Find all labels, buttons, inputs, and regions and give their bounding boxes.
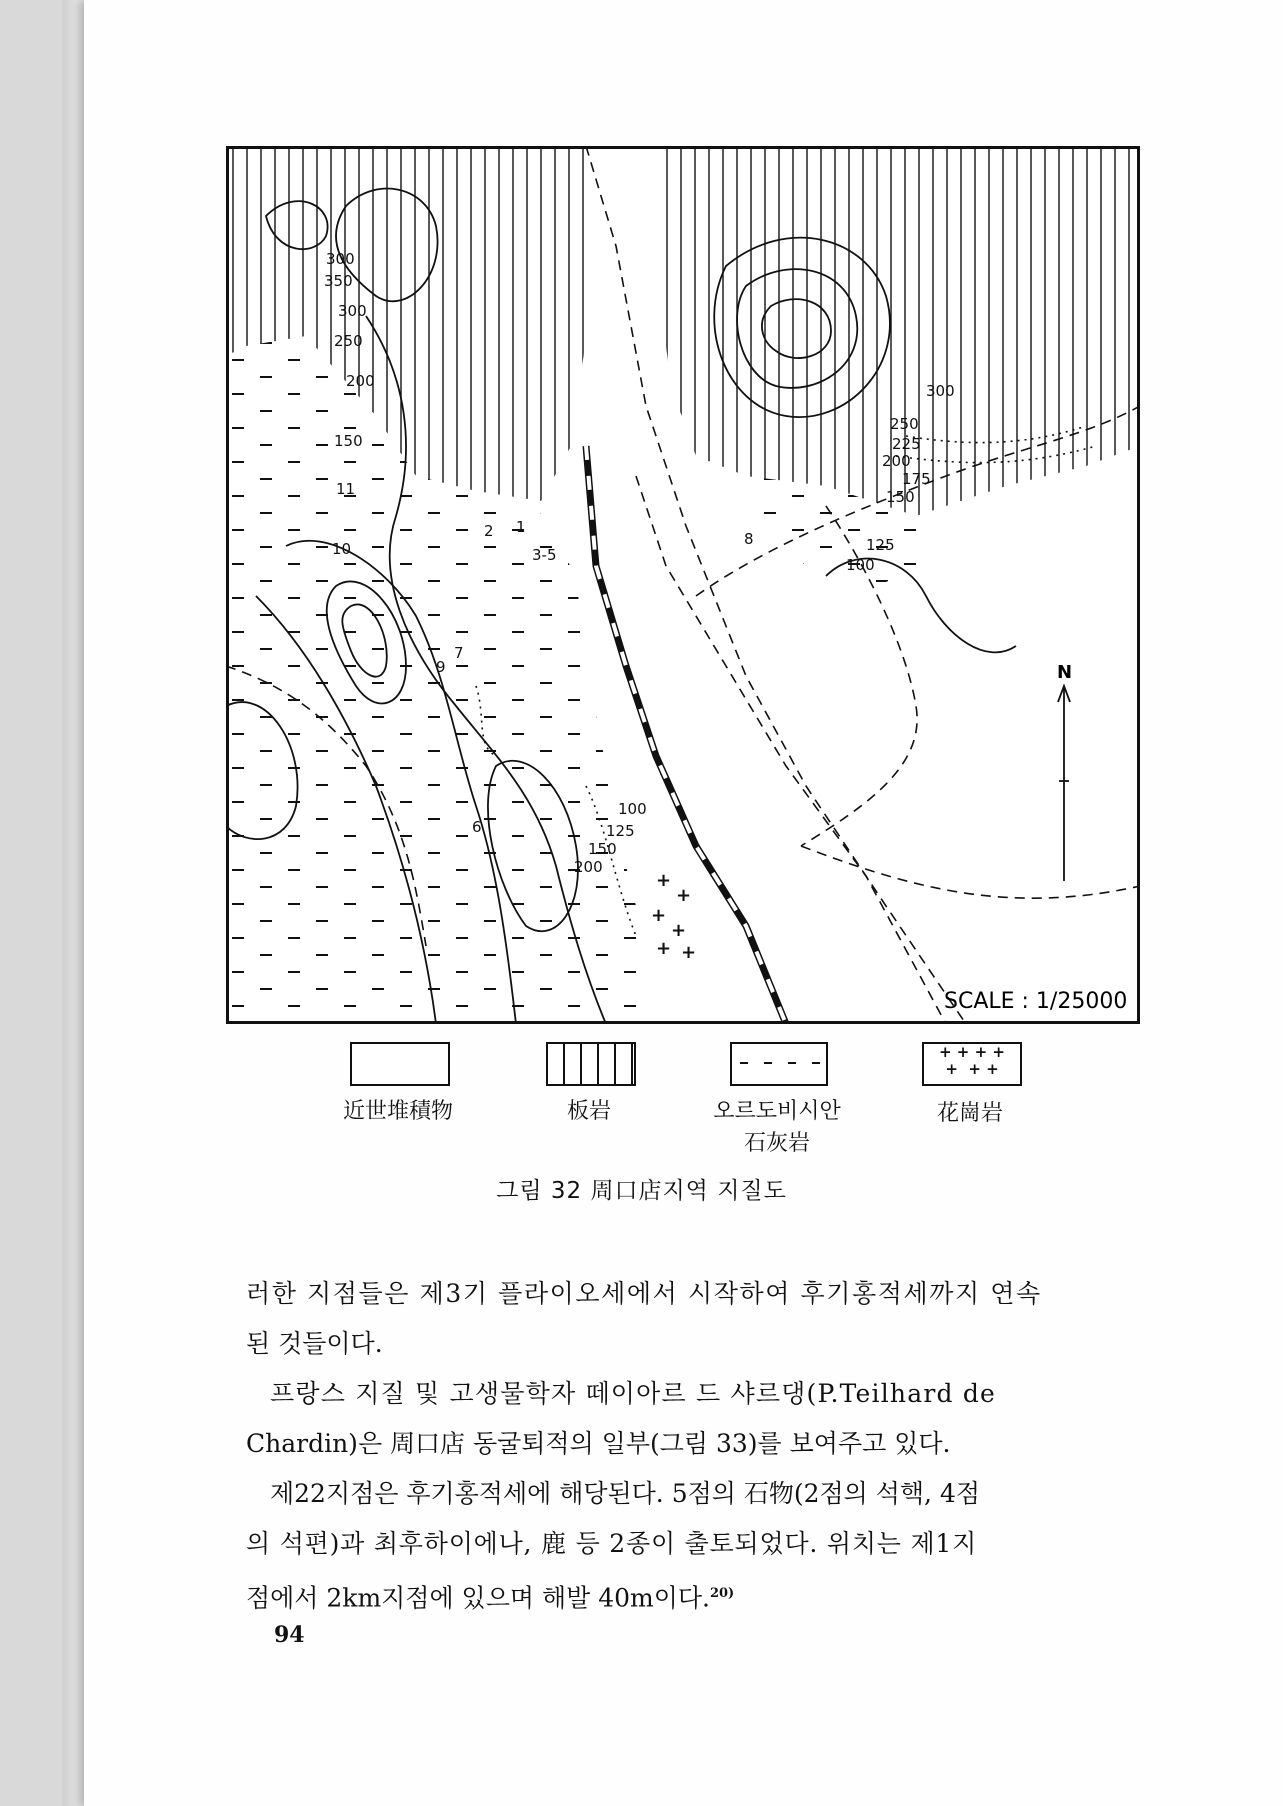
contour-label: 150 <box>334 432 363 450</box>
contour-label: 300 <box>338 302 367 320</box>
legend-sublabel-limestone: 石灰岩 <box>743 1131 810 1156</box>
contour-label: 6 <box>472 818 482 836</box>
body-line: 된 것들이다. <box>246 1329 383 1358</box>
contour-label: 10 <box>332 540 352 558</box>
legend-recent-deposits-swatch <box>350 1042 450 1086</box>
body-line: 의 석편)과 최후하이에나, 鹿 등 2종이 출토되었다. 위치는 제1지 <box>246 1529 978 1558</box>
legend-granite-swatch: + + + + + + + <box>922 1042 1022 1086</box>
svg-text:+: + <box>681 942 697 963</box>
legend-label-ordovician: 오르도비시안 <box>713 1099 841 1124</box>
contour-label: 2 <box>484 522 494 540</box>
north-label: N <box>1057 662 1073 683</box>
contour-label: 350 <box>324 272 353 290</box>
svg-text:+: + <box>656 938 672 959</box>
footnote-ref[interactable]: 20) <box>709 1586 735 1601</box>
legend-slate-swatch <box>546 1042 636 1086</box>
body-text: 점에서 2km지점에 있으며 해발 40m이다. <box>246 1583 710 1613</box>
contour-label: 250 <box>334 332 363 350</box>
contour-label: 175 <box>902 470 931 488</box>
contour-label: 3-5 <box>532 546 557 564</box>
contour-label: 7 <box>454 644 464 662</box>
contour-label: 225 <box>892 435 921 453</box>
body-line <box>246 1572 1150 1620</box>
contour-label: 9 <box>436 658 446 676</box>
contour-label: 100 <box>846 556 875 574</box>
body-line: 러한 지점들은 제3기 플라이오세에서 시작하여 후기홍적세까지 연속 <box>246 1279 1042 1308</box>
contour-label: 200 <box>346 372 375 390</box>
contour-label: 11 <box>336 480 356 498</box>
legend-label-slate: 板岩 <box>566 1099 611 1124</box>
contour-label: 150 <box>886 488 915 506</box>
body-line: 프랑스 지질 및 고생물학자 떼이아르 드 샤르댕(P.Teilhard de <box>270 1379 997 1408</box>
contour-label: 100 <box>618 800 647 818</box>
contour-label: 8 <box>744 530 754 548</box>
svg-text:+: + <box>676 885 692 906</box>
contour-label: 300 <box>926 382 955 400</box>
contour-label: 125 <box>866 536 895 554</box>
contour-label: 200 <box>882 452 911 470</box>
body-line: 제22지점은 후기홍적세에 해당된다. 5점의 石物(2점의 석핵, 4점 <box>270 1479 981 1508</box>
scale-label: SCALE : 1/25000 <box>944 989 1128 1014</box>
svg-text:+: + <box>656 870 672 891</box>
contour-label: 250 <box>890 415 919 433</box>
figure-caption: 그림 32 周口店지역 지질도 <box>496 1178 787 1204</box>
contour-label: 125 <box>606 822 635 840</box>
svg-text:+: + <box>651 905 667 926</box>
legend-label-recent-deposits: 近世堆積物 <box>342 1099 453 1124</box>
svg-text:+: + <box>671 920 687 941</box>
geologic-map <box>226 146 1140 1024</box>
contour-label: 1 <box>516 518 526 536</box>
contour-label: 300 <box>326 250 355 268</box>
contour-label: 200 <box>574 858 603 876</box>
page-number: 94 <box>274 1622 305 1648</box>
body-line: Chardin)은 周口店 동굴퇴적의 일부(그림 33)를 보여주고 있다. <box>246 1429 951 1458</box>
legend-label-granite: 花崗岩 <box>936 1101 1003 1126</box>
contour-label: 150 <box>588 840 617 858</box>
legend-limestone-swatch <box>730 1042 828 1086</box>
